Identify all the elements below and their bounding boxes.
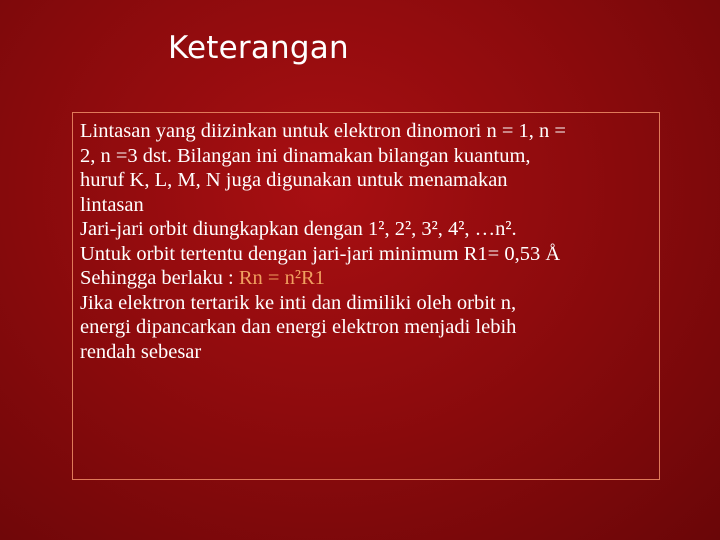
text-line-1: Lintasan yang diizinkan untuk elektron dinomori n = 1, n = [80,120,566,142]
content-text [80,119,664,364]
text-line-8: energi dipancarkan dan energi elektron menjadi lebih [80,316,517,338]
text-line-7: Jika elektron tertarik ke inti dan dimiliki oleh orbit n, [80,291,517,314]
slide-title: Keterangan [168,30,349,66]
formula-prefix: Sehingga berlaku : [80,267,239,289]
formula-line [80,266,664,291]
text-line-4: lintasan [80,193,144,216]
text-line-2: 2, n =3 dst. Bilangan ini dinamakan bilangan kuantum, [80,144,531,167]
text-line-3: huruf K, L, M, N juga digunakan untuk menamakan [80,169,508,191]
text-line-5: Jari-jari orbit diungkapkan dengan 1², 2², 3², 4², …n². [80,218,517,240]
text-line-9: rendah sebesar [80,340,202,363]
formula: Rn = n²R1 [238,267,325,289]
text-line-6: Untuk orbit tertentu dengan jari-jari minimum R1= 0,53 Å [80,242,561,265]
